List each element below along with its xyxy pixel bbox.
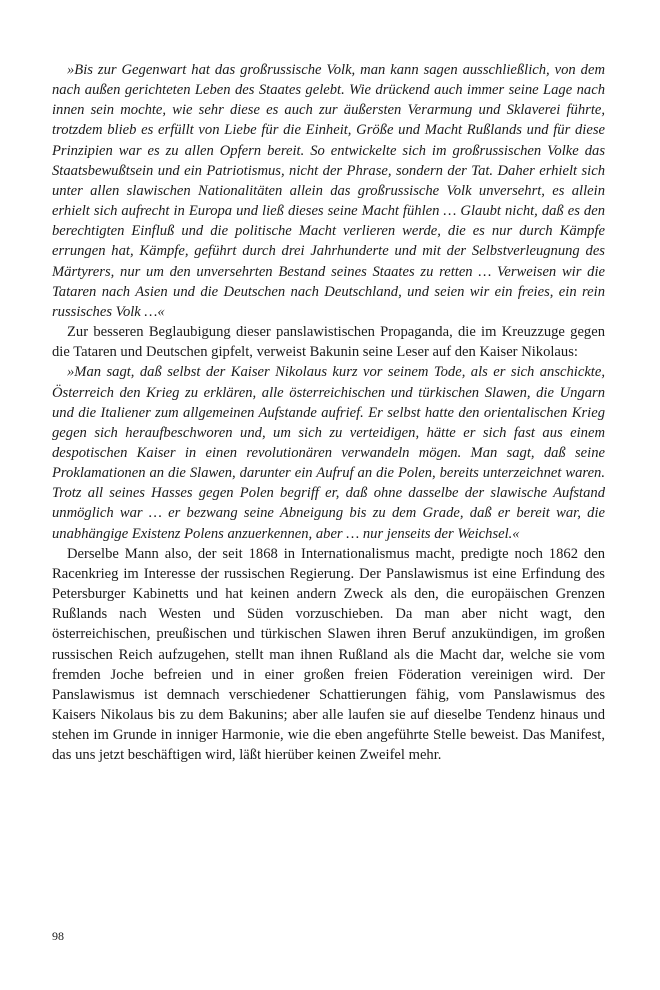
page-number: 98	[52, 929, 64, 943]
paragraph-quote-bakunin-grossrussian-people: »Bis zur Gegenwart hat das großrussische Volk, man kann sagen ausschließlich, von dem nach außen gerichteten Leben des Staates gelebt. Wie drückend auch immer seine Lage nach innen sein mochte, wie sehr diese es auch zur äußersten Verarmung und Sklaverei führte, trotzdem blieb es erfüllt von Liebe für die Einheit, Größe und Macht Rußlands und für diese Prinzipien war es zu allen Opfern bereit. So entwickelte sich im großrussischen Volke das Staatsbewußtsein und ein Patriotismus, nicht der Phrase, sondern der Tat. Daher erhielt sich unter allen slawischen Nationalitäten allein das großrussische Volk unversehrt, es allein erhielt sich aufrecht in Europa und ließ dieses seine Macht fühlen … Glaubt nicht, daß es den berechtigten Einfluß und die politische Macht verlieren werde, die es nur durch Kämpfe errungen hat, Kämpfe, geführt durch drei Jahrhunderte und mit der Selbstverleugnung des Märtyrers, nur um den unversehrten Bestand seines Staates zu retten … Verweisen wir die Tataren nach Asien und die Deutschen nach Deutschland, und seien wir ein freies, ein rein russisches Volk …«	[52, 62, 605, 320]
paragraph-quote-kaiser-nikolaus: »Man sagt, daß selbst der Kaiser Nikolaus kurz vor seinem Tode, als er sich anschickte, Österreich den Krieg zu erklären, alle österreichischen und türkischen Slawen, die Ungarn und die Italiener zum allgemeinen Aufstande aufrief. Er selbst hatte den orientalischen Krieg gegen sich heraufbeschworen und, um sich zu verteidigen, hätte er sich fast aus einem despotischen Kaiser in einen revolutionären verwandeln mögen. Man sagt, daß seine Proklamationen an die Slawen, darunter ein Aufruf an die Polen, bereits unterzeichnet waren. Trotz all seines Hasses gegen Polen begriff er, daß ohne dasselbe der slawische Aufstand unmöglich war … er bezwang seine Abneigung bis zu dem Grade, daß er bereit war, die unabhängige Existenz Polens anzuerkennen, aber … nur jenseits der Weichsel.«	[52, 364, 605, 542]
paragraph-propaganda-reference: Zur besseren Beglaubigung dieser panslawistischen Propaganda, die im Kreuzzuge gegen die Tataren und Deutschen gipfelt, verweist Bakunin seine Leser auf den Kaiser Nikolaus:	[52, 324, 605, 361]
body-text	[52, 60, 605, 765]
paragraph-panslavism-commentary: Derselbe Mann also, der seit 1868 in Internationalismus macht, predigte noch 1862 den Racenkrieg im Interesse der russischen Regierung. Der Panslawismus ist eine Erfindung des Petersburger Kabinetts und hat keinen andern Zweck als den, die europäischen Grenzen Rußlands nach Westen und Süden vorzuschieben. Da man aber nicht wagt, den österreichischen, preußischen und türkischen Slawen ihren Beruf anzukündigen, im großen russischen Reich aufzugehen, stellt man ihnen Rußland als die Macht dar, welche sie vom fremden Joche befreien und in einer großen freien Föderation vereinigen wird. Der Panslawismus ist demnach verschiedener Schattierungen fähig, vom Panslawismus des Kaisers Nikolaus bis zu dem Bakunins; aber alle laufen sie auf dieselbe Tendenz hinaus und stehen im Grunde in inniger Harmonie, wie die eben angeführte Stelle beweist. Das Manifest, das uns jetzt beschäftigen wird, läßt hierüber keinen Zweifel mehr.	[52, 545, 605, 764]
